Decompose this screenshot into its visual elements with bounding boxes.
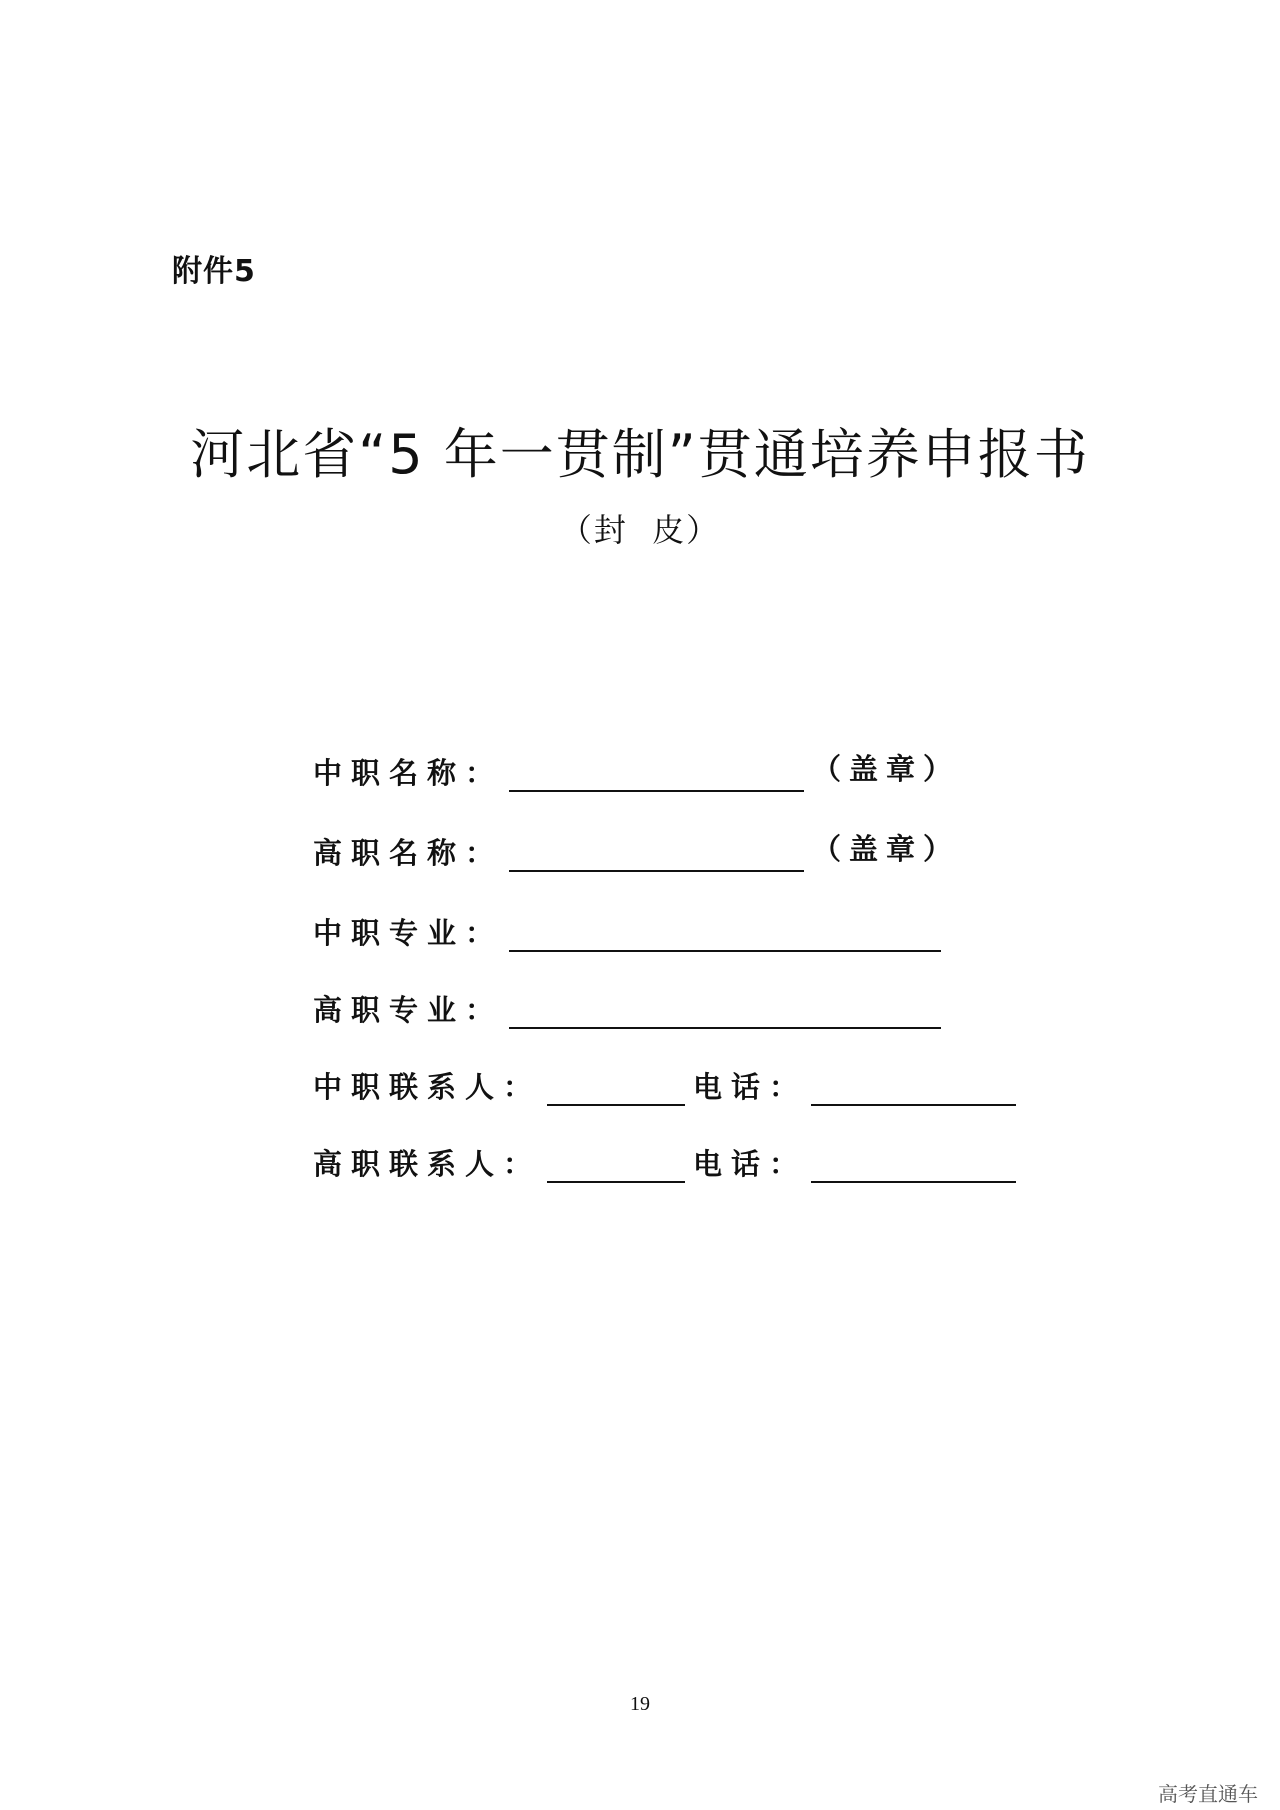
document-title: 河北省“5 年一贯制”贯通培养申报书 [190, 423, 1090, 486]
secondary-phone-field[interactable] [811, 1060, 1016, 1106]
attachment-label: 附件5 [172, 254, 256, 289]
secondary-contact-field[interactable] [547, 1060, 685, 1106]
secondary-school-name-label: 中职名称： [313, 756, 504, 790]
seal-note-secondary: （盖章） [812, 752, 961, 786]
higher-contact-label: 高职联系人： [313, 1147, 542, 1181]
higher-major-field[interactable] [509, 983, 941, 1029]
watermark: 高考直通车 [1158, 1782, 1258, 1806]
secondary-school-name-row [313, 742, 960, 792]
secondary-phone-label: 电话： [693, 1070, 808, 1104]
higher-contact-row [313, 1133, 1016, 1183]
seal-note-higher: （盖章） [812, 832, 961, 866]
secondary-major-row [313, 902, 941, 952]
higher-school-name-field[interactable] [509, 826, 804, 872]
secondary-school-name-field[interactable] [509, 746, 804, 792]
higher-phone-label: 电话： [693, 1147, 808, 1181]
secondary-contact-label: 中职联系人： [313, 1070, 542, 1104]
higher-major-row [313, 979, 941, 1029]
secondary-major-field[interactable] [509, 906, 941, 952]
higher-school-name-label: 高职名称： [313, 836, 504, 870]
higher-phone-field[interactable] [811, 1137, 1016, 1183]
higher-school-name-row [313, 822, 960, 872]
document-subtitle: （封 皮） [559, 511, 721, 549]
higher-major-label: 高职专业： [313, 993, 504, 1027]
page-number: 19 [630, 1693, 650, 1715]
secondary-contact-row [313, 1056, 1016, 1106]
higher-contact-field[interactable] [547, 1137, 685, 1183]
secondary-major-label: 中职专业： [313, 916, 504, 950]
